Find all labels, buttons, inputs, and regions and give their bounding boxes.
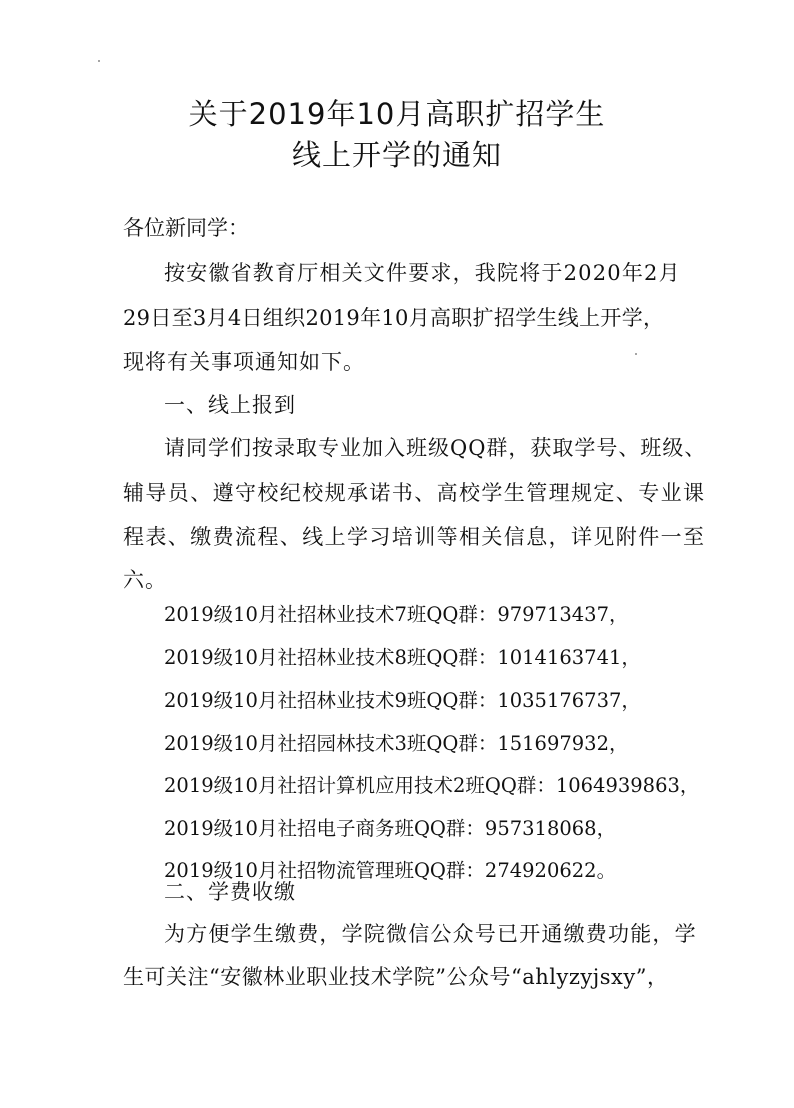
qq-group-item: 2019级10月社招林业技术9班QQ群：1035176737， [164,689,641,712]
registration-paragraph-line-2: 辅导员、遵守校纪校规承诺书、高校学生管理规定、专业课 [123,481,706,505]
section-heading-tuition-payment: 二、学费收缴 [164,880,296,904]
registration-paragraph-line-1: 请同学们按录取专业加入班级QQ群，获取学号、班级、 [164,436,707,460]
section-heading-online-registration: 一、线上报到 [164,393,296,417]
qq-group-item: 2019级10月社招林业技术7班QQ群：979713437， [164,603,629,626]
salutation: 各位新同学： [123,216,249,240]
intro-paragraph-line-1: 按安徽省教育厅相关文件要求，我院将于2020年2月 [164,261,681,285]
scan-speck [635,353,637,355]
notice-title-line-1: 关于2019年10月高职扩招学生 [188,97,606,131]
qq-group-item: 2019级10月社招物流管理班QQ群：274920622。 [164,859,617,882]
registration-paragraph-line-3: 程表、缴费流程、线上学习培训等相关信息，详见附件一至 [123,525,706,549]
tuition-paragraph-line-1: 为方便学生缴费，学院微信公众号已开通缴费功能，学 [164,922,697,946]
notice-title-line-2: 线上开学的通知 [291,138,502,172]
qq-group-item: 2019级10月社招电子商务班QQ群：957318068， [164,817,617,840]
qq-group-item: 2019级10月社招园林技术3班QQ群：151697932， [164,732,629,755]
tuition-paragraph-line-2: 生可关注“安徽林业职业技术学院”公众号“ahlyzyjsxy”， [123,965,669,989]
scan-speck [98,60,100,62]
qq-group-item: 2019级10月社招林业技术8班QQ群：1014163741， [164,646,641,669]
registration-paragraph-line-4: 六。 [123,568,167,592]
intro-paragraph-line-3: 现将有关事项通知如下。 [123,350,365,374]
intro-paragraph-line-2: 29日至3月4日组织2019年10月高职扩招学生线上开学， [123,306,665,330]
qq-group-item: 2019级10月社招计算机应用技术2班QQ群：1064939863， [164,774,700,797]
